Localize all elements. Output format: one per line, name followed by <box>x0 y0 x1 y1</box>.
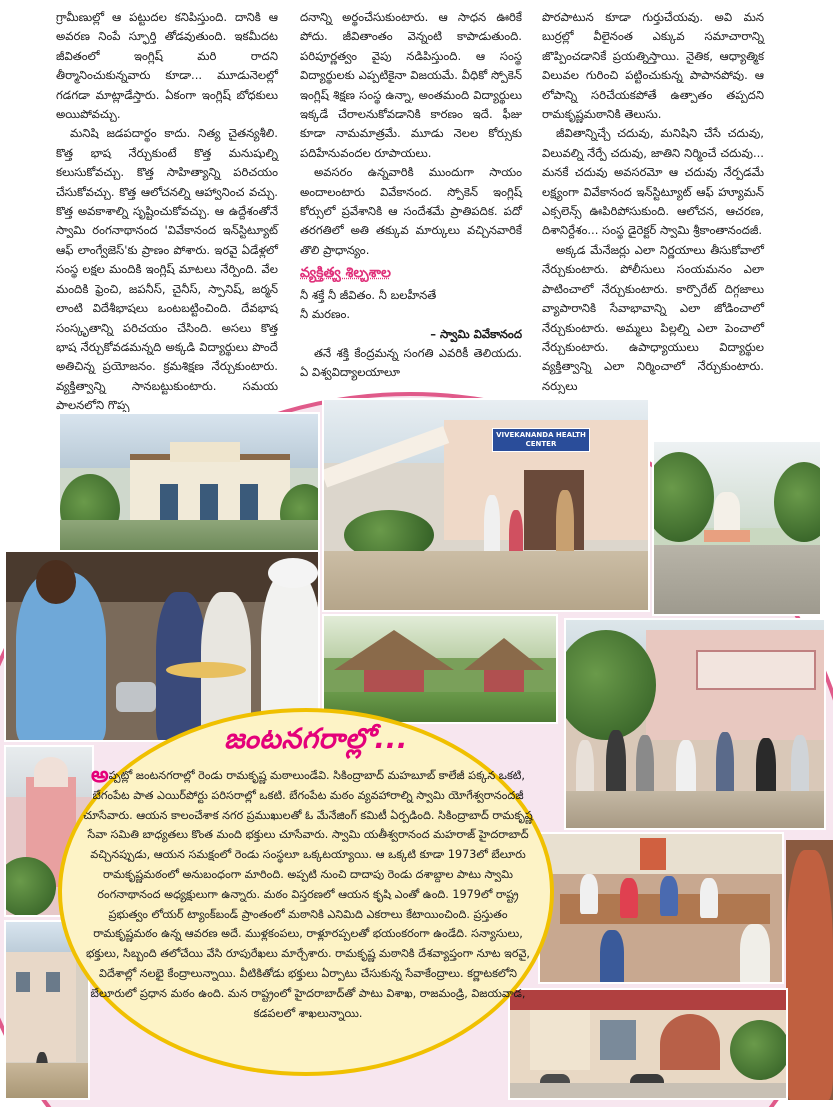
photo-person-edge <box>786 840 833 1100</box>
quote-author: – స్వామి వివేకానంద <box>430 326 522 341</box>
feature-text-block <box>82 763 534 1023</box>
photo-institute-building <box>58 412 320 552</box>
article-column-2 <box>300 8 522 383</box>
quote-line: నీ మరణం. <box>300 307 351 322</box>
paragraph: తనే శక్తి కేంద్రమన్న సంగతి ఎవరికీ తెలియదు. ఏ విశ్వవిద్యాలయాలూ <box>300 345 522 380</box>
health-center-sign: VIVEKANANDA HEALTH CENTER <box>492 428 590 452</box>
paragraph: దనాన్ని అర్థంచేసుకుంటారు. ఆ సాధన ఊరికే పోదు. జీవితాంతం వెన్నంటి కాపాడుతుంది. పరిపూర్ణత్వం వైపు నడిపిస్తుంది. ఆ సంస్థ విద్యార్థులకు ఎప్పటికైనా విజయమే. వీధికో స్పోకెన్ ఇంగ్లిష్ శిక్షణ సంస్థ ఉన్నా, అంతమంది విద్యార్థులు ఇక్కడే చేరాలనుకోవడానికి కారణం ఇదే. ఫీజు కూడా నామమాత్రమే. మూడు నెలల కోర్సుకు పదిహేనువందల రూపాయలు. <box>300 10 522 160</box>
photo-health-center <box>322 398 650 612</box>
photo-entrance-scooters <box>508 988 788 1100</box>
paragraph: గ్రామీణుల్లో ఆ పట్టుదల కనిపిస్తుంది. దానికి ఆ అవరణ నింపే స్ఫూర్తి తోడవుతుంది. ఇకమీదట జీవితంలో ఇంగ్లిష్ మరి రాదని తీర్మానించుకున్నవారు కూడా... మూడునెలల్లో గడగడా మాట్లాడేస్తారు. ఏకంగా ఇంగ్లిష్ బోధకులు అయిపోవచ్చు. <box>56 10 278 122</box>
feature-title: జంటనగరాల్లో... <box>224 722 408 755</box>
dropcap: అ <box>90 763 109 788</box>
photo-garden-statue <box>652 440 822 616</box>
paragraph: అవసరం ఉన్నవారికి ముందుగా సాయం అందాలంటారు వివేకానంద. స్పోకెన్ ఇంగ్లిష్ కోర్సులో ప్రవేశానికి ఆ సందేశమే ప్రాతిపదిక. పదో తరగతిలో అతి తక్కువ మార్కులు వచ్చినవారికే తొలి ప్రాధాన్యం. <box>300 165 522 257</box>
article-column-1 <box>56 8 278 416</box>
paragraph: అక్కడ మేనేజర్లు ఎలా నిర్ణయాలు తీసుకోవాలో నేర్చుకుంటారు. పోలీసులు సంయమనం ఎలా పాటించాలో నేర్చుకుంటారు. కార్పొరేట్ దిగ్గజాలు వ్యాపారానికి సేవాభావాన్ని ఎలా జోడించాలో నేర్చుకుంటారు. అమ్మలు పిల్లల్ని ఎలా పెంచాలో నేర్చుకుంటారు. ఉపాధ్యాయులు విద్యార్థుల వ్యక్తిత్వాన్ని ఎలా నిర్మించాలో నేర్చుకుంటారు. నర్సులు <box>542 242 764 393</box>
paragraph: మనిషి జడపదార్థం కాదు. నిత్య చైతన్యశీలి. కొత్త భాష నేర్చుకుంటే కొత్త మనుషుల్ని కలుసుకోవచ్చు. కొత్త సాహిత్యాన్ని పరిచయం చేసుకోవచ్చు. కొత్త ఆలోచనల్ని ఆహ్వానించ వచ్చు. కొత్త అవకాశాల్ని సృష్టించుకోవచ్చు. ఆ ఉద్దేశంతోనే స్వామి రంగనాథానంద 'వివేకానంద ఇన్‌స్టిట్యూట్ ఆఫ్ లాంగ్వేజెస్'కు ప్రాణం పోశారు. ఇరవై ఏడేళ్లలో సంస్థ లక్షల మందికి ఇంగ్లిష్ మాటలు నేర్పింది. వేల మందికి ఫ్రెంచి, జపనీస్, చైనీస్, స్పానిష్, జర్మన్ లాంటి విదేశీభాషలు ఒంటబట్టించింది. దేవభాష సంస్కృతాన్ని పరిచయం చేసింది. అసలు కొత్త భాష నేర్చుకోవడమన్నది అక్కడి విద్యార్థులు పొందే అతిచిన్న ప్రయోజనం. క్రమశిక్షణ నేర్చుకుంటారు. వ్యక్తిత్వాన్ని సానబట్టుకుంటారు. సమయ పాలనలోని గొప్ప <box>56 126 278 413</box>
photo-garden-huts <box>322 614 558 724</box>
paragraph: జీవితాన్నిచ్చే చదువు, మనిషిని చేసే చదువు, విలువల్ని నేర్పే చదువు, జాతిని నిర్మించే చదువు... మనకే చదువు అవసరమో ఆ చదువు నేర్పడమే లక్ష్యంగా వివేకానంద ఇన్‌స్టిట్యూట్ ఆఫ్ హ్యూమన్ ఎక్సలెన్స్ ఊపిరిపోసుకుంది. ఆలోచన, ఆచరణ, దిశానిర్దేశం... సంస్థ డైరెక్టర్ స్వామి శ్రీకాంతానందజీ. <box>542 126 764 238</box>
section-subheading: వ్యక్తిత్వ శిల్పశాల <box>300 265 391 282</box>
quote-line: నీ శక్తే నీ జీవితం. నీ బలహీనతే <box>300 287 437 302</box>
article-column-3 <box>542 8 764 396</box>
paragraph: పొరపాటున కూడా గుర్తుచేయవు. అవి మన బుర్రల్లో వీలైనంత ఎక్కువ సమాచారాన్ని జొప్పించడానికే ప్రయత్నిస్తాయి. నైతిక, ఆధ్యాత్మిక విలువల గురించి పట్టించుకున్న పాపానపోవు. ఆ లోపాన్ని సరిచేయకపోతే ఉత్పాతం తప్పదని రామకృష్ణమఠానికి తెలుసు. <box>542 10 764 122</box>
photo-crowd-building <box>564 618 826 830</box>
feature-text: ప్పట్లో జంటనగరాల్లో రెండు రామకృష్ణ మఠాలుండేవి. సికింద్రాబాద్ మహబూబ్ కాలేజీ పక్కన ఒకటి, బేగంపేట పాత ఎయిర్‌పోర్టు పరిసరాల్లో ఒకటి. బేగంపేట మఠం వ్యవహారాల్ని స్వామి యోగేశ్వరానందజీ చూసేవారు. ఆయన కాలంచేశాక నగర ప్రముఖులతో ఓ మేనేజింగ్ కమిటీ ఏర్పడింది. సికింద్రాబాద్ రామకృష్ణ సేవా సమితి బాధ్యతలు కొంత మంది భక్తులు చూసేవారు. స్వామి యతీశ్వరానంద మహరాజ్ హైదరాబాద్ వచ్చినప్పుడు, ఆయన సమక్షంలో రెండు సంస్థలూ ఒక్కటయ్యాయి. ఆ ఒక్కటి కూడా 1973లో బేలూరు రామకృష్ణమఠంలో అనుబంధంగా మారింది. అప్పటి నుంచి దాదాపు రెండు దశాబ్దాల పాటు స్వామి రంగనాథానంద అధ్యక్షులుగా ఉన్నారు. మఠం విస్తరణలో ఆయన కృషి ఎంతో ఉంది. 1979లో రాష్ట్ర ప్రభుత్వం లోయర్ ట్యాంక్‌బండ్ ప్రాంతంలో మఠానికి ఎనిమిది ఎకరాలు కేటాయించింది. ప్రస్తుతం రామకృష్ణమఠం ఉన్న ఆవరణ అదే. ముళ్లకంపలు, రాళ్లూరప్పలతో భయంకరంగా ఉండేది. సన్యాసులు, భక్తులు, సిబ్బంది తలోచేయి వేసి రూపురేఖలు మార్చేశారు. రామకృష్ణ మఠానికి దేశవ్యాప్తంగా నూట ఇరవై, విదేశాల్లో నలభై కేంద్రాలున్నాయి. వీటికితోడు భక్తులు ఏర్పాటు చేసుకున్న సేవాకేంద్రాలు. కర్ణాటకలోని బేలూరులో ప్రధాన మఠం ఉంది. మన రాష్ట్రంలో హైదరాబాద్‌తో పాటు విశాఖ, రాజమండ్రి, విజయవాడ, కడపలలో శాఖలున్నాయి. <box>83 769 533 1020</box>
photo-library <box>538 832 784 984</box>
